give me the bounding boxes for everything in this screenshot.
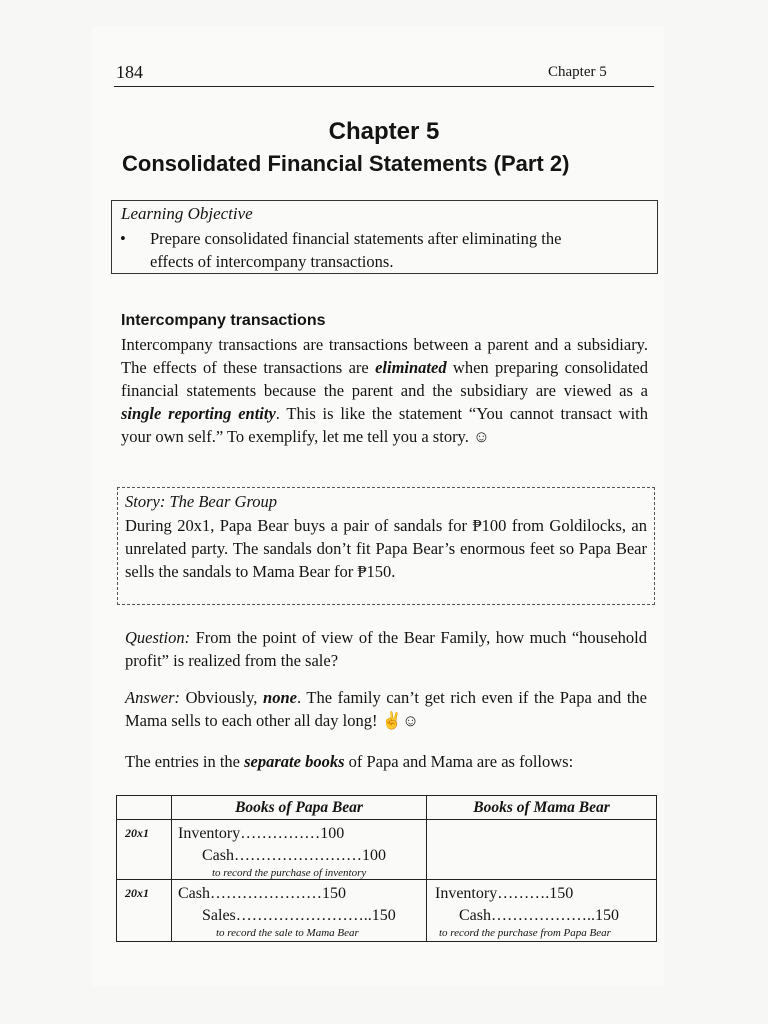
section-heading: Intercompany transactions	[121, 312, 326, 329]
entries-intro	[125, 750, 647, 773]
answer-text-b: . The family can’t get rich even if the Papa and the Mama sells to each other all day long! ✌☺	[125, 688, 648, 730]
answer-paragraph	[125, 686, 647, 732]
entries-intro-a: The entries in the	[125, 752, 245, 771]
answer-text-a: Obviously,	[180, 688, 264, 707]
entries-intro-b: of Papa and Mama are as follows:	[344, 752, 574, 771]
story-heading: Story: The Bear Group	[125, 492, 277, 511]
chapter-subtitle: Consolidated Financial Statements (Part 2)	[122, 151, 570, 176]
paragraph-text-c: . This is like the statement “You cannot transact with your own self.” To exemplify, let me tell you a story. ☺	[121, 404, 648, 446]
mama-debit-line: Inventory……….150	[435, 885, 574, 902]
row-date: 20x1	[117, 820, 172, 880]
column-papa-bear: Books of Papa Bear	[172, 796, 427, 820]
papa-credit-line: Sales……………………..150	[202, 907, 396, 924]
emphasis-single-entity: single reporting entity	[121, 404, 276, 423]
chapter-title: Chapter 5	[328, 118, 440, 145]
ledger-row	[117, 880, 657, 942]
mama-credit-line: Cash………………..150	[459, 907, 619, 924]
papa-entry-cell	[172, 820, 427, 880]
papa-debit-line: Cash…………………150	[178, 885, 346, 902]
papa-debit-line: Inventory……………100	[178, 825, 345, 842]
intercompany-paragraph	[121, 333, 648, 448]
story-text: During 20x1, Papa Bear buys a pair of sandals for ₱100 from Goldilocks, an unrelated party. The sandals don’t fit Papa Bear’s enormous feet so Papa Bear sells the sandals to Mama Bear for ₱150.	[125, 516, 647, 581]
entries-intro-emphasis: separate books	[244, 752, 345, 771]
mama-entry-cell	[427, 880, 657, 942]
answer-label: Answer:	[125, 688, 180, 707]
column-mama-bear: Books of Mama Bear	[427, 796, 657, 820]
emphasis-eliminated: eliminated	[375, 358, 447, 377]
running-head: Chapter 5	[548, 64, 607, 80]
papa-entry-note: to record the sale to Mama Bear	[216, 927, 359, 939]
answer-emphasis: none	[263, 688, 297, 707]
question-label: Question:	[125, 628, 191, 647]
papa-entry-cell	[172, 880, 427, 942]
papa-entry-note: to record the purchase of inventory	[212, 867, 367, 879]
mama-entry-note: to record the purchase from Papa Bear	[439, 927, 611, 939]
question-text: From the point of view of the Bear Family, how much “household profit” is realized from the sale?	[125, 628, 647, 670]
question-paragraph	[125, 626, 647, 672]
page-number: 184	[116, 62, 143, 82]
objective-line-2: effects of intercompany transactions.	[150, 252, 394, 271]
ledger-row	[117, 820, 657, 880]
mama-entry-cell	[427, 820, 657, 880]
paragraph-text-a: Intercompany transactions are transactions between a parent and a subsidiary. The effects of these transactions are	[121, 335, 648, 377]
objective-bullet: •	[120, 229, 126, 248]
papa-credit-line: Cash……………………100	[202, 847, 386, 864]
ledger-table	[116, 795, 657, 942]
objective-line-1: Prepare consolidated financial statements after eliminating the	[150, 229, 562, 248]
header-rule	[114, 86, 654, 87]
row-date: 20x1	[117, 880, 172, 942]
learning-objective-heading: Learning Objective	[121, 204, 253, 223]
ledger-corner-cell	[117, 796, 172, 820]
paragraph-text-b: when preparing consolidated financial statements because the parent and the subsidiary are viewed as a	[121, 358, 649, 400]
